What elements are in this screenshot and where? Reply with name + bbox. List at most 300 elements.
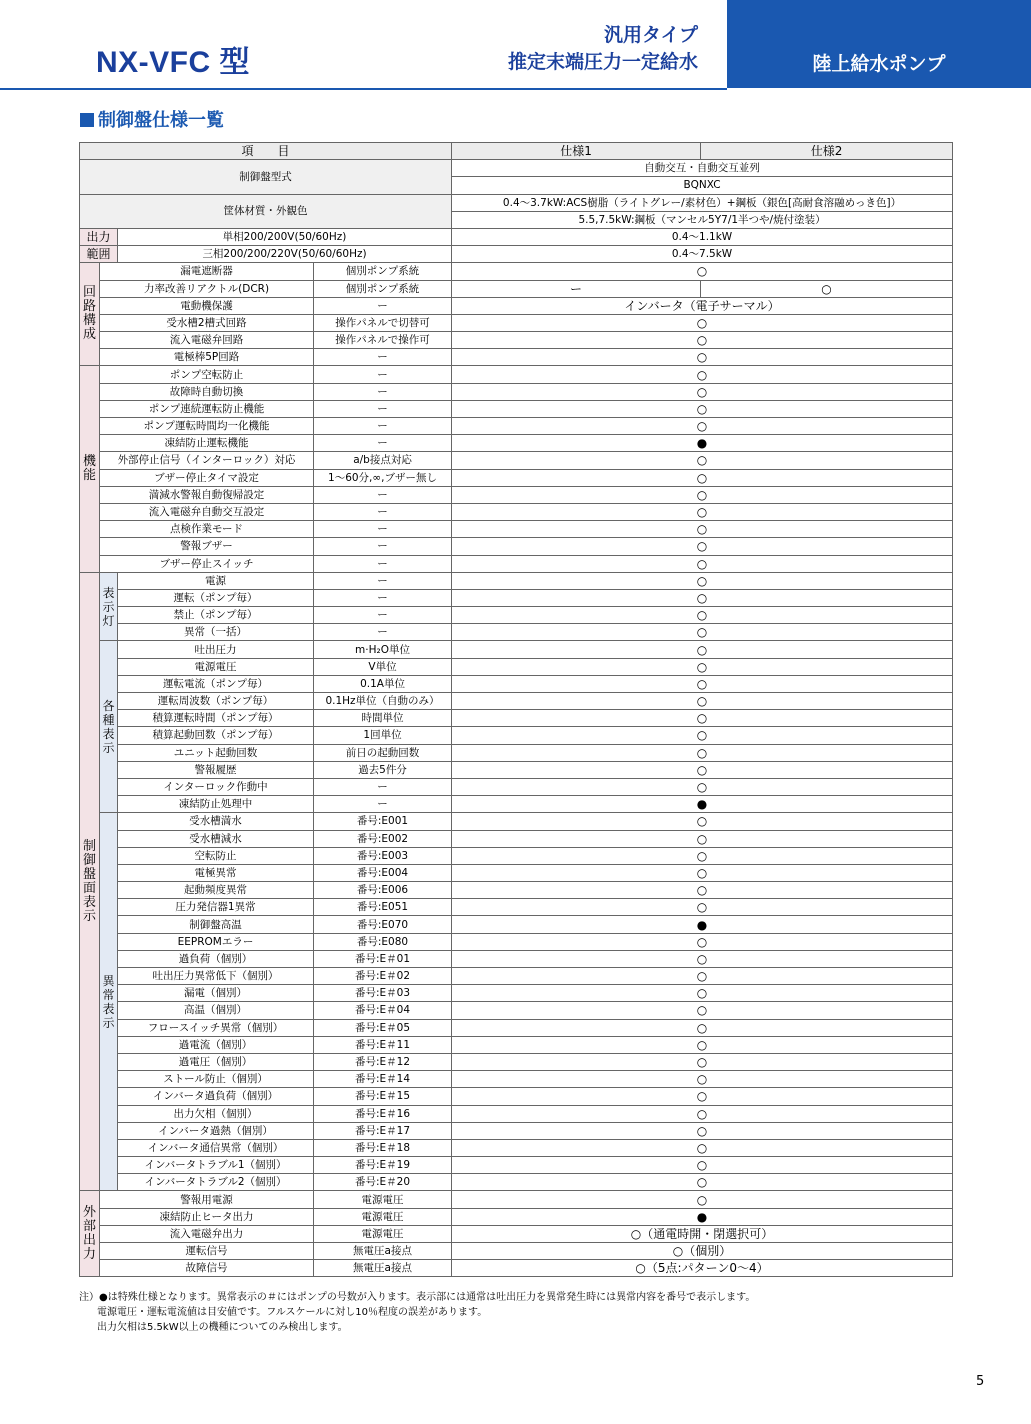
note-3: 出力欠相は5.5kW以上の機種についてのみ検出します。	[97, 1322, 348, 1333]
spec-value: ○	[452, 658, 953, 675]
output-item: 三相200/200/220V(50/60/60Hz)	[118, 246, 452, 263]
vertical-label-char: 路	[82, 299, 96, 315]
row-detail: 番号:E＃14	[314, 1071, 452, 1088]
material-label: 筐体材質・外観色	[80, 194, 452, 228]
vertical-label-char: 表	[102, 585, 115, 600]
row-detail: 1～60分,∞,ブザー無し	[314, 469, 452, 486]
spec-value: ○	[452, 864, 953, 881]
table-row	[80, 383, 953, 400]
table-row	[80, 1139, 953, 1156]
table-row	[80, 1225, 953, 1242]
row-detail: ー	[314, 589, 452, 606]
table-row	[80, 349, 953, 366]
spec-value: ○	[452, 1036, 953, 1053]
spec-value: ○	[452, 641, 953, 658]
spec-value: ○	[452, 538, 953, 555]
table-row	[80, 246, 953, 263]
row-detail: 無電圧a接点	[314, 1260, 452, 1277]
table-row	[80, 503, 953, 520]
row-detail: 個別ポンプ系統	[314, 263, 452, 280]
spec-value: ○	[452, 555, 953, 572]
spec-value: ○	[452, 710, 953, 727]
table-row	[80, 813, 953, 830]
vertical-label-char: 御	[82, 852, 96, 868]
material-value: 5.5,7.5kW:鋼板（マンセル5Y7/1半つや/焼付塗装）	[452, 211, 953, 228]
row-detail: ー	[314, 796, 452, 813]
table-row	[80, 607, 953, 624]
table-row	[80, 160, 953, 177]
spec-value: ○	[452, 899, 953, 916]
table-row	[80, 263, 953, 280]
spec-value: ○	[452, 744, 953, 761]
table-row	[80, 968, 953, 985]
table-row	[80, 1191, 953, 1208]
vertical-label-char: 成	[82, 327, 96, 343]
row-detail: 電源電圧	[314, 1225, 452, 1242]
spec-value: ○	[452, 847, 953, 864]
table-row	[80, 1071, 953, 1088]
table-row	[80, 830, 953, 847]
table-row	[80, 521, 953, 538]
vertical-label-char: 異	[102, 973, 115, 988]
header-rule	[0, 88, 727, 90]
vertical-label-char: 回	[82, 285, 96, 301]
model-title: NX-VFC 型	[96, 46, 250, 79]
row-detail: ー	[314, 400, 452, 417]
spec-value: ●	[452, 1208, 953, 1225]
table-row	[80, 1105, 953, 1122]
row-detail: ー	[314, 607, 452, 624]
table-row	[80, 280, 953, 297]
row-detail: 番号:E003	[314, 847, 452, 864]
spec-value: ○	[452, 503, 953, 520]
vertical-label-char: 盤	[82, 866, 96, 882]
row-item: 過電流（個別）	[118, 1036, 314, 1053]
vertical-label-char: 面	[82, 880, 96, 896]
table-row	[80, 486, 953, 503]
table-row	[80, 418, 953, 435]
row-detail: 番号:E＃17	[314, 1122, 452, 1139]
spec-value: ○	[452, 813, 953, 830]
table-external_label	[80, 1191, 100, 1277]
vertical-label-char: 示	[82, 908, 96, 924]
row-item: 満減水警報自動復帰設定	[100, 486, 314, 503]
table-row	[80, 1019, 953, 1036]
row-item: 凍結防止運転機能	[100, 435, 314, 452]
spec-value: ○	[452, 572, 953, 589]
row-detail: 番号:E＃05	[314, 1019, 452, 1036]
vertical-label-char: 灯	[102, 613, 115, 628]
row-item: インバータトラブル2（個別）	[118, 1174, 314, 1191]
table-row	[80, 435, 953, 452]
table-row	[80, 864, 953, 881]
row-detail: ー	[314, 486, 452, 503]
output-item: 単相200/200V(50/60Hz)	[118, 228, 452, 245]
table-row	[80, 314, 953, 331]
spec-value: ○	[452, 968, 953, 985]
row-detail: 番号:E002	[314, 830, 452, 847]
row-item: 電極棒5P回路	[100, 349, 314, 366]
row-detail: 番号:E080	[314, 933, 452, 950]
subtitle	[470, 22, 698, 76]
row-item: 運転信号	[100, 1243, 314, 1260]
spec-value: ○	[452, 1174, 953, 1191]
table-row	[80, 1002, 953, 1019]
row-detail: 番号:E＃11	[314, 1036, 452, 1053]
panel-type-label: 制御盤型式	[80, 160, 452, 194]
table-row	[80, 658, 953, 675]
row-detail: 電源電圧	[314, 1191, 452, 1208]
row-detail: 番号:E＃20	[314, 1174, 452, 1191]
row-item: 受水槽減水	[118, 830, 314, 847]
row-item: 受水槽満水	[118, 813, 314, 830]
row-item: 力率改善リアクトル(DCR)	[100, 280, 314, 297]
spec-value: ○	[452, 830, 953, 847]
page-number: 5	[976, 1374, 985, 1389]
row-detail: V単位	[314, 658, 452, 675]
row-item: 凍結防止ヒータ出力	[100, 1208, 314, 1225]
row-item: 空転防止	[118, 847, 314, 864]
spec-value: ○	[452, 486, 953, 503]
table-row	[80, 1088, 953, 1105]
vertical-label-char: 示	[102, 1015, 115, 1030]
spec-value: ○	[452, 469, 953, 486]
row-item: 過電圧（個別）	[118, 1053, 314, 1070]
spec-value: ○	[452, 1157, 953, 1174]
table-row	[80, 1208, 953, 1225]
spec-value: ○	[452, 1002, 953, 1019]
row-item: 吐出圧力	[118, 641, 314, 658]
row-item: 運転電流（ポンプ毎）	[118, 675, 314, 692]
spec-value: ○	[452, 693, 953, 710]
category-label: 陸上給水ポンプ	[812, 53, 946, 75]
table-row	[80, 950, 953, 967]
row-detail: a/b接点対応	[314, 452, 452, 469]
vertical-label-char: 種	[102, 712, 115, 727]
spec-value: ○	[452, 933, 953, 950]
row-detail: ー	[314, 349, 452, 366]
vertical-label-char: 各	[102, 698, 115, 713]
spec-value: ○	[452, 624, 953, 641]
vertical-label-char: 外	[82, 1204, 96, 1220]
row-detail: 番号:E001	[314, 813, 452, 830]
vertical-label-char: 部	[82, 1218, 96, 1234]
row-item: 電源	[118, 572, 314, 589]
row-item: ポンプ連続運転防止機能	[100, 400, 314, 417]
table-row	[80, 366, 953, 383]
row-item: 吐出圧力異常低下（個別）	[118, 968, 314, 985]
table-row	[80, 1174, 953, 1191]
table-row	[80, 1243, 953, 1260]
row-item: 故障信号	[100, 1260, 314, 1277]
table-row	[80, 572, 953, 589]
row-detail: 過去5件分	[314, 761, 452, 778]
subtitle-line2: 推定末端圧力一定給水	[507, 51, 698, 73]
row-item: 故障時自動切換	[100, 383, 314, 400]
spec1-value: ー	[452, 280, 701, 297]
row-detail: ー	[314, 366, 452, 383]
table-lamp_label	[100, 572, 118, 641]
row-detail: 番号:E＃16	[314, 1105, 452, 1122]
output-value: 0.4～1.1kW	[452, 228, 953, 245]
spec-value: ○	[452, 589, 953, 606]
table-header-row	[80, 143, 953, 160]
footnotes	[79, 1290, 755, 1335]
table-row	[80, 400, 953, 417]
row-detail: 番号:E＃02	[314, 968, 452, 985]
spec-value: ○	[452, 314, 953, 331]
output-value: 0.4～7.5kW	[452, 246, 953, 263]
row-item: ストール防止（個別）	[118, 1071, 314, 1088]
table-row	[80, 624, 953, 641]
table-row	[80, 899, 953, 916]
row-item: 禁止（ポンプ毎）	[118, 607, 314, 624]
table-panel_display_label	[80, 572, 100, 1191]
row-detail: 番号:E051	[314, 899, 452, 916]
row-item: ポンプ空転防止	[100, 366, 314, 383]
material-value: 0.4～3.7kW:ACS樹脂（ライトグレー/素材色）+鋼板（銀色[高耐食溶融めっき色]）	[452, 194, 953, 211]
row-item: フロースイッチ異常（個別）	[118, 1019, 314, 1036]
spec-value: ○	[452, 1191, 953, 1208]
row-item: 異常（一括）	[118, 624, 314, 641]
row-detail: 番号:E＃15	[314, 1088, 452, 1105]
table-row	[80, 228, 953, 245]
spec-value: ○	[452, 727, 953, 744]
header-item: 項 目	[80, 143, 452, 160]
row-detail: 操作パネルで切替可	[314, 314, 452, 331]
row-detail: 番号:E＃12	[314, 1053, 452, 1070]
row-detail: 番号:E＃01	[314, 950, 452, 967]
row-item: 起動頻度異常	[118, 882, 314, 899]
row-item: 警報用電源	[100, 1191, 314, 1208]
table-row	[80, 778, 953, 795]
vertical-label-char: 力	[82, 1246, 96, 1262]
table-row	[80, 985, 953, 1002]
note-1: 注）●は特殊仕様となります。異常表示の＃にはポンプの号数が入ります。表示部には通常は吐出圧力を異常発生時には異常内容を番号で表示します。	[79, 1292, 756, 1303]
row-item: インバータ過負荷（個別）	[118, 1088, 314, 1105]
vertical-label-char: 示	[102, 740, 115, 755]
row-detail: 番号:E＃18	[314, 1139, 452, 1156]
vertical-label-char: 構	[82, 313, 96, 329]
spec-value: ○	[452, 1122, 953, 1139]
row-item: 過負荷（個別）	[118, 950, 314, 967]
row-detail: 無電圧a接点	[314, 1243, 452, 1260]
spec-value: ○	[452, 607, 953, 624]
table-row	[80, 933, 953, 950]
table-row	[80, 589, 953, 606]
table-row	[80, 727, 953, 744]
row-detail: m·H₂O単位	[314, 641, 452, 658]
header-spec1: 仕様1	[452, 143, 701, 160]
note-2: 電源電圧・運転電流値は目安値です。フルスケールに対し10％程度の誤差があります。	[97, 1307, 488, 1318]
table-row	[80, 1260, 953, 1277]
table-row	[80, 297, 953, 314]
vertical-label-char: 制	[82, 838, 96, 854]
spec-value: ○（5点:パターン0～4）	[452, 1260, 953, 1277]
row-item: インバータ過熱（個別）	[118, 1122, 314, 1139]
spec2-value: ○	[701, 280, 953, 297]
table-row	[80, 744, 953, 761]
row-detail: 前日の起動回数	[314, 744, 452, 761]
row-item: 流入電磁弁出力	[100, 1225, 314, 1242]
table-various_label	[100, 641, 118, 813]
spec-value: ○	[452, 761, 953, 778]
row-item: ブザー停止タイマ設定	[100, 469, 314, 486]
row-item: 出力欠相（個別）	[118, 1105, 314, 1122]
row-item: 高温（個別）	[118, 1002, 314, 1019]
row-detail: ー	[314, 555, 452, 572]
table-row	[80, 675, 953, 692]
row-detail: 個別ポンプ系統	[314, 280, 452, 297]
table-row	[80, 796, 953, 813]
row-detail: 0.1A単位	[314, 675, 452, 692]
spec-value: ○（通電時開・閉選択可）	[452, 1225, 953, 1242]
section-heading	[80, 106, 224, 132]
spec-value: ●	[452, 916, 953, 933]
vertical-label-char: 機	[82, 454, 96, 470]
row-detail: 番号:E070	[314, 916, 452, 933]
row-detail: 操作パネルで操作可	[314, 332, 452, 349]
section-title: 制御盤仕様一覧	[98, 110, 224, 131]
spec-value: ○	[452, 383, 953, 400]
table-row	[80, 452, 953, 469]
row-detail: 電源電圧	[314, 1208, 452, 1225]
row-item: インバータトラブル1（個別）	[118, 1157, 314, 1174]
spec-value: ○	[452, 985, 953, 1002]
table-row	[80, 194, 953, 211]
vertical-label-char: 常	[102, 987, 115, 1002]
row-item: ユニット起動回数	[118, 744, 314, 761]
row-item: 流入電磁弁回路	[100, 332, 314, 349]
table-row	[80, 761, 953, 778]
spec-value: ○	[452, 778, 953, 795]
row-item: 警報履歴	[118, 761, 314, 778]
row-item: ポンプ運転時間均一化機能	[100, 418, 314, 435]
output-label: 出力	[80, 228, 118, 245]
spec-value: ○	[452, 366, 953, 383]
row-detail: ー	[314, 624, 452, 641]
spec-value: ○	[452, 882, 953, 899]
row-detail: 番号:E＃04	[314, 1002, 452, 1019]
row-detail: ー	[314, 297, 452, 314]
row-item: 漏電（個別）	[118, 985, 314, 1002]
row-detail: ー	[314, 383, 452, 400]
row-item: 流入電磁弁自動交互設定	[100, 503, 314, 520]
spec-value: ○	[452, 950, 953, 967]
spec-value: ○（個別）	[452, 1243, 953, 1260]
table-row	[80, 1122, 953, 1139]
row-item: 警報ブザー	[100, 538, 314, 555]
table-error_label	[100, 813, 118, 1191]
table-row	[80, 916, 953, 933]
row-detail: ー	[314, 538, 452, 555]
row-detail: 時間単位	[314, 710, 452, 727]
square-bullet-icon	[80, 113, 94, 127]
row-item: 圧力発信器1異常	[118, 899, 314, 916]
row-detail: ー	[314, 521, 452, 538]
table-row	[80, 1036, 953, 1053]
vertical-label-char: 表	[102, 726, 115, 741]
spec-value: ○	[452, 263, 953, 280]
row-detail: ー	[314, 435, 452, 452]
row-detail: ー	[314, 418, 452, 435]
spec-value: ○	[452, 1105, 953, 1122]
row-item: 電極異常	[118, 864, 314, 881]
table-row	[80, 332, 953, 349]
row-detail: ー	[314, 778, 452, 795]
spec-value: ○	[452, 1088, 953, 1105]
table-row	[80, 710, 953, 727]
table-row	[80, 693, 953, 710]
row-item: 積算起動回数（ポンプ毎）	[118, 727, 314, 744]
row-item: EEPROMエラー	[118, 933, 314, 950]
spec-value: インバータ（電子サーマル）	[452, 297, 953, 314]
panel-type-value: BQNXC	[452, 177, 953, 194]
spec-value: ○	[452, 1071, 953, 1088]
row-item: 積算運転時間（ポンプ毎）	[118, 710, 314, 727]
spec-value: ●	[452, 796, 953, 813]
row-item: 漏電遮断器	[100, 263, 314, 280]
spec-value: ○	[452, 400, 953, 417]
row-item: 点検作業モード	[100, 521, 314, 538]
table-row	[80, 882, 953, 899]
vertical-label-char: 示	[102, 599, 115, 614]
spec-value: ○	[452, 332, 953, 349]
row-detail: 番号:E004	[314, 864, 452, 881]
row-item: 運転周波数（ポンプ毎）	[118, 693, 314, 710]
table-row	[80, 1157, 953, 1174]
row-item: 外部停止信号（インターロック）対応	[100, 452, 314, 469]
table-row	[80, 538, 953, 555]
row-detail: 0.1Hz単位（自動のみ）	[314, 693, 452, 710]
row-item: ブザー停止スイッチ	[100, 555, 314, 572]
row-detail: 1回単位	[314, 727, 452, 744]
row-item: 受水槽2槽式回路	[100, 314, 314, 331]
row-item: 凍結防止処理中	[118, 796, 314, 813]
row-item: インバータ通信異常（個別）	[118, 1139, 314, 1156]
row-detail: 番号:E＃19	[314, 1157, 452, 1174]
row-detail: ー	[314, 503, 452, 520]
spec-value: ○	[452, 1053, 953, 1070]
spec-value: ●	[452, 435, 953, 452]
spec-value: ○	[452, 521, 953, 538]
spec-value: ○	[452, 675, 953, 692]
vertical-label-char: 能	[82, 468, 96, 484]
output-label: 範囲	[80, 246, 118, 263]
table-row	[80, 847, 953, 864]
table-function_label	[80, 366, 100, 572]
row-item: インターロック作動中	[118, 778, 314, 795]
row-item: 制御盤高温	[118, 916, 314, 933]
spec-value: ○	[452, 1019, 953, 1036]
spec-value: ○	[452, 1139, 953, 1156]
category-banner	[727, 0, 1031, 88]
table-row	[80, 1053, 953, 1070]
table-row	[80, 469, 953, 486]
spec-table	[79, 142, 953, 1277]
vertical-label-char: 表	[102, 1001, 115, 1016]
row-detail: 番号:E＃03	[314, 985, 452, 1002]
table-row	[80, 641, 953, 658]
subtitle-line1: 汎用タイプ	[603, 24, 698, 46]
row-detail: ー	[314, 572, 452, 589]
spec-value: ○	[452, 452, 953, 469]
spec-value: ○	[452, 349, 953, 366]
vertical-label-char: 表	[82, 894, 96, 910]
row-item: 運転（ポンプ毎）	[118, 589, 314, 606]
header-spec2: 仕様2	[701, 143, 953, 160]
table-row	[80, 555, 953, 572]
